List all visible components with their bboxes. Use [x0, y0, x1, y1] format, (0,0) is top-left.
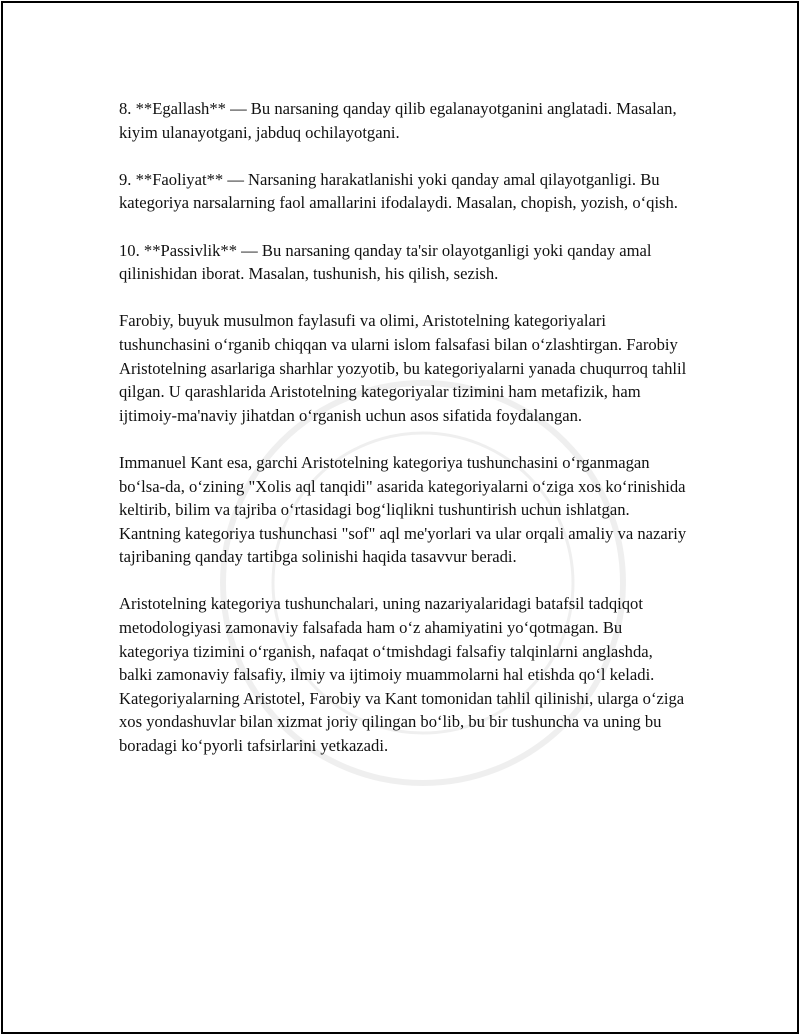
document-body	[119, 97, 689, 781]
paragraph-passivlik: 10. **Passivlik** — Bu narsaning qanday ta'sir olayotganligi yoki qanday amal qilinishidan iborat. Masalan, tushunish, his qilish, sezish.	[119, 240, 652, 284]
paragraph-farobiy: Farobiy, buyuk musulmon faylasufi va olimi, Aristotelning kategoriyalari tushunchasini o‘rganib chiqqan va ularni islom falsafasi bilan o‘zlashtirgan. Farobiy Aristotelning asarlariga sharhlar yozyotib, bu kategoriyalarni yanada chuqurroq tahlil qilgan. U qarashlarida Aristotelning kategoriyalar tizimini ham metafizik, ham ijtimoiy-ma'naviy jihatdan o‘rganish uchun asos sifatida foydalangan.	[119, 311, 687, 425]
paragraph-egallash: 8. **Egallash** — Bu narsaning qanday qilib egalanayotganini anglatadi. Masalan, kiyim ulanayotgani, jabduq ochilayotgani.	[119, 99, 677, 142]
paragraph-conclusion: Aristotelning kategoriya tushunchalari, uning nazariyalaridagi batafsil tadqiqot metodologiyasi zamonaviy falsafada ham o‘z ahamiyatini yo‘qotmagan. Bu kategoriya tizimini o‘rganish, nafaqat o‘tmishdagi falsafiy talqinlarni anglashda, balki zamonaviy falsafiy, ilmiy va ijtimoiy muammolarni hal etishda qo‘l keladi. Kategoriyalarning Aristotel, Farobiy va Kant tomonidan tahlil qilinishi, ularga o‘ziga xos yondashuvlar bilan xizmat joriy qilingan bo‘lib, bu bir tushuncha va uning bu boradagi ko‘pyorli tafsirlarini yetkazadi.	[119, 594, 685, 756]
paragraph-faoliyat: 9. **Faoliyat** — Narsaning harakatlanishi yoki qanday amal qilayotganligi. Bu kategoriya narsalarning faol amallarini ifodalaydi. Masalan, chopish, yozish, o‘qish.	[119, 169, 678, 213]
paragraph-kant: Immanuel Kant esa, garchi Aristotelning kategoriya tushunchasini o‘rganmagan bo‘lsa-da, o‘zining "Xolis aql tanqidi" asarida kategoriyalarni o‘ziga xos ko‘rinishida keltirib, bilim va tajriba o‘rtasidagi bog‘liqlikni tushuntirish uchun ishlatgan. Kantning kategoriya tushunchasi "sof" aql me'yorlari va ular orqali amaliy va nazariy tajribaning qanday tartibga solinishi haqida tasavvur beradi.	[119, 452, 687, 567]
document-page	[1, 1, 799, 1034]
